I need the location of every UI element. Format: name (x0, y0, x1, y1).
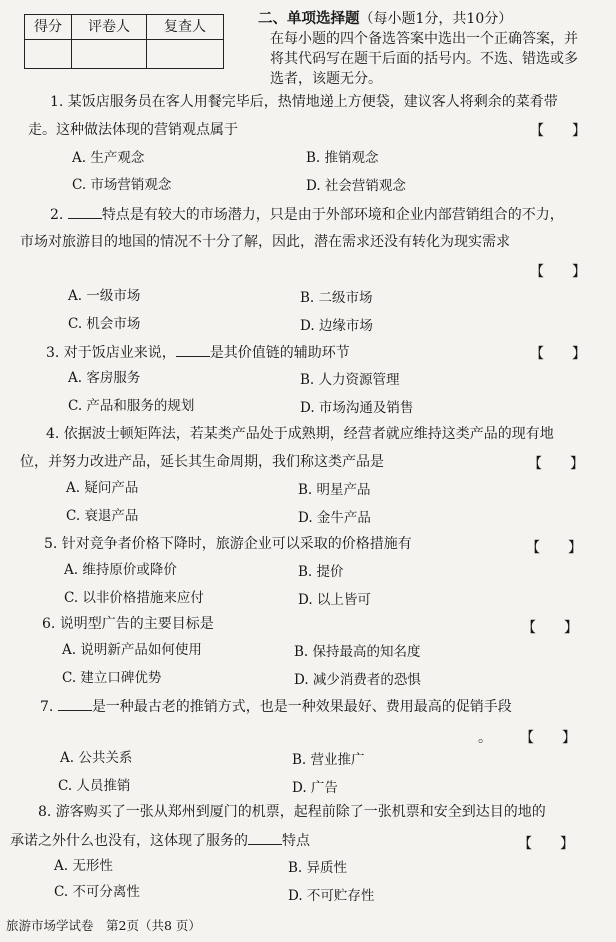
answer-bracket-6[interactable]: 【 】 (522, 620, 578, 636)
question-2-line-2: 市场对旅游目的地国的情况不十分了解，因此，潜在需求还没有转化为现实需求 (20, 234, 510, 250)
question-1-option-d: D. 社会营销观念 (306, 178, 406, 194)
answer-bracket-2[interactable]: 【 】 (530, 264, 586, 280)
question-1-option-b: B. 推销观念 (306, 150, 379, 166)
question-2-blank (68, 204, 102, 219)
question-5-option-a: A. 维持原价或降价 (64, 562, 177, 578)
question-6-option-a: A. 说明新产品如何使用 (62, 642, 202, 658)
question-8-option-d: D. 不可贮存性 (288, 888, 375, 904)
question-7-number: 7. (40, 699, 54, 715)
page-footer: 旅游市场学试卷 第2页（共8 页） (6, 918, 201, 933)
question-2-line-1 (50, 204, 564, 225)
question-1-option-a: A. 生产观念 (72, 150, 145, 166)
question-4-option-d: D. 金牛产品 (298, 510, 371, 526)
question-8-text-a: 承诺之外什么也没有，这体现了服务的 (10, 833, 248, 849)
question-5-option-d: D. 以上皆可 (298, 592, 371, 608)
question-8-option-a: A. 无形性 (54, 858, 113, 874)
question-5-option-c: C. 以非价格措施来应付 (64, 590, 204, 606)
question-7-option-c: C. 人员推销 (58, 778, 131, 794)
answer-bracket-1[interactable]: 【 】 (530, 123, 586, 139)
question-6-option-c: C. 建立口碑优势 (62, 670, 162, 686)
question-2-option-c: C. 机会市场 (68, 316, 141, 332)
question-3-option-a: A. 客房服务 (68, 370, 141, 386)
section-heading (258, 9, 512, 29)
question-7-text: 是一种最古老的推销方式，也是一种效果最好、费用最高的促销手段 (91, 699, 512, 715)
question-3-text-b: 是其价值链的辅助环节 (209, 345, 350, 361)
question-2-option-d: D. 边缘市场 (300, 318, 373, 334)
answer-bracket-8[interactable]: 【 】 (518, 836, 574, 852)
question-7-line (40, 696, 512, 717)
section-title: 二、单项选择题 (258, 10, 360, 27)
question-8-line-2 (10, 830, 310, 851)
section-points: （每小题1分，共10分） (359, 11, 513, 27)
question-2-option-a: A. 一级市场 (68, 288, 141, 304)
reviewer-header: 复查人 (147, 15, 224, 40)
question-3-option-c: C. 产品和服务的规划 (68, 398, 195, 414)
question-7-option-b: B. 营业推广 (292, 752, 365, 768)
question-3-text-a: 3. 对于饭店业来说， (46, 345, 176, 361)
question-6-line: 6. 说明型广告的主要目标是 (42, 616, 214, 632)
answer-bracket-3[interactable]: 【 】 (530, 346, 586, 362)
question-8-text-b: 特点 (282, 833, 310, 849)
question-4-option-c: C. 衰退产品 (66, 508, 139, 524)
score-header: 得分 (25, 15, 72, 40)
question-3-option-d: D. 市场沟通及销售 (300, 400, 414, 416)
instructions-line-3: 选者，该题无分。 (270, 71, 382, 87)
question-8-option-c: C. 不可分离性 (54, 884, 140, 900)
question-4-line-2: 位，并努力改进产品，延长其生命周期，我们称这类产品是 (20, 454, 384, 470)
answer-bracket-7[interactable]: 【 】 (520, 730, 576, 746)
score-cell[interactable] (25, 40, 72, 69)
question-2-number: 2. (50, 207, 64, 223)
question-3-option-b: B. 人力资源管理 (300, 372, 400, 388)
question-5-line: 5. 针对竞争者价格下降时，旅游企业可以采取的价格措施有 (44, 536, 412, 552)
question-7-option-a: A. 公共关系 (60, 750, 133, 766)
answer-bracket-5[interactable]: 【 】 (526, 540, 582, 556)
answer-bracket-4[interactable]: 【 】 (528, 456, 584, 472)
reviewer-cell[interactable] (147, 40, 224, 69)
question-6-option-d: D. 减少消费者的恐惧 (294, 672, 421, 688)
question-5-option-b: B. 提价 (298, 564, 344, 580)
question-2-text: 特点是有较大的市场潜力，只是由于外部环境和企业内部营销组合的不力， (101, 207, 564, 223)
question-7-option-d: D. 广告 (292, 780, 338, 796)
question-2-option-b: B. 二级市场 (300, 290, 373, 306)
score-table (24, 14, 224, 69)
grader-header: 评卷人 (72, 15, 147, 40)
question-8-line-1: 8. 游客购买了一张从郑州到厦门的机票，起程前除了一张机票和安全到达目的地的 (38, 804, 546, 820)
question-3-blank (176, 342, 210, 357)
question-4-option-a: A. 疑问产品 (66, 480, 139, 496)
question-3-line (46, 342, 350, 363)
stray-dot: 。 (478, 730, 492, 746)
question-8-blank (248, 830, 282, 845)
question-6-option-b: B. 保持最高的知名度 (294, 644, 421, 660)
question-1-option-c: C. 市场营销观念 (72, 177, 172, 193)
question-8-option-b: B. 异质性 (288, 860, 348, 876)
question-4-line-1: 4. 依据波士顿矩阵法，若某类产品处于成熟期，经营者就应维持这类产品的现有地 (46, 426, 554, 442)
instructions-line-1: 在每小题的四个备选答案中选出一个正确答案，并 (270, 31, 578, 47)
question-7-blank (58, 696, 92, 711)
instructions-line-2: 将其代码写在题干后面的括号内。不选、错选或多 (270, 51, 578, 67)
grader-cell[interactable] (72, 40, 147, 69)
question-1-line-2: 走。这种做法体现的营销观点属于 (28, 122, 238, 138)
question-4-option-b: B. 明星产品 (298, 482, 371, 498)
question-1-line-1: 1. 某饭店服务员在客人用餐完毕后，热情地递上方便袋，建议客人将剩余的菜肴带 (50, 94, 558, 110)
